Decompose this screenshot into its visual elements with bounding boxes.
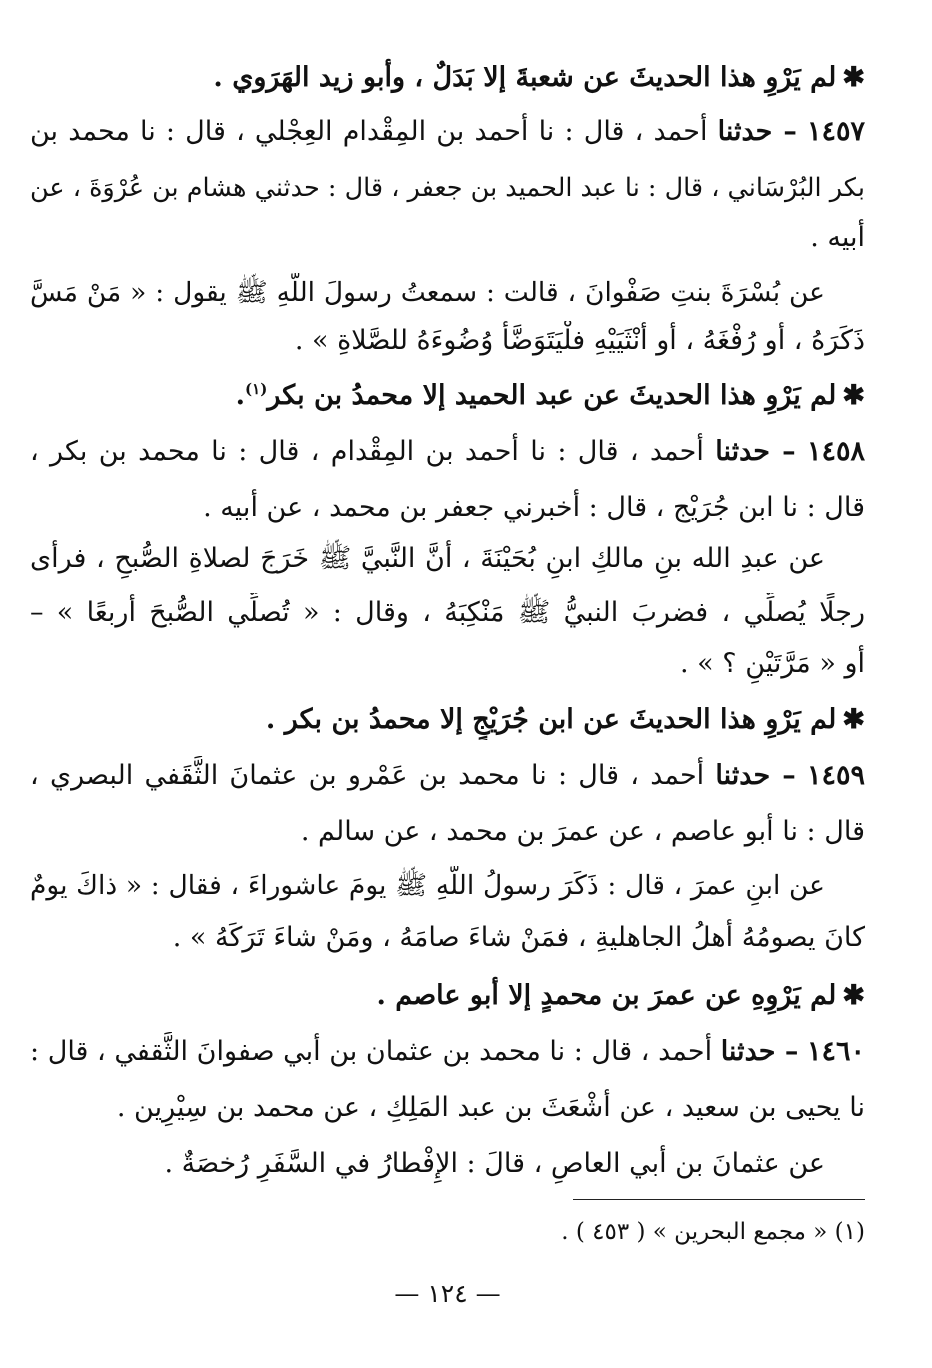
heading-text: لم يَرْوِ هذا الحديثَ عن ابن جُرَيْجٍ إلا محمدُ بن بكر .: [265, 704, 837, 735]
hadith-line: [30, 756, 865, 796]
section-heading: [30, 976, 865, 1016]
hadith-line: [30, 1032, 865, 1072]
text-line: ذَكَرَهُ ، أو رُفْغَهُ ، أو أُنْثَيَيْهِ فلْيَتَوَضَّأْ وُضُوءَهُ للصَّلاةِ » .: [294, 325, 865, 356]
section-heading: [30, 700, 865, 740]
hadith-number: ١٤٥٨: [806, 436, 865, 467]
text-line: قال : نا أبو عاصم ، عن عمرَ بن محمد ، عن سالم .: [300, 816, 865, 847]
text-line: بكر البُرْسَاني ، قال : نا عبد الحميد بن جعفر ، قال : حدثني هشام بن عُرْوَةَ ، عن: [30, 173, 865, 203]
asterisk-icon: ✱: [842, 980, 865, 1011]
section-heading: [30, 58, 865, 98]
text-line: عن عثمانَ بن أبي العاصِ ، قالَ : الإِفْطارُ في السَّفَرِ رُخصَةٌ .: [164, 1148, 825, 1179]
hadith-lead: – حدثنا: [715, 760, 796, 791]
text-line: كانَ يصومُهُ أهلُ الجاهليةِ ، فمَنْ شاءَ صامَهُ ، ومَنْ شاءَ تَرَكَهُ » .: [172, 922, 865, 953]
book-page: [30, 58, 865, 1348]
hadith-text: أحمد ، قال : نا أحمد بن المِقْدام العِجْلي ، قال : نا محمد بن: [30, 116, 708, 147]
section-heading: [30, 376, 865, 416]
text-line: أبيه .: [810, 222, 865, 253]
footnote-marker: (١): [245, 380, 268, 398]
hadith-text: أحمد ، قال : نا محمد بن عَمْرو بن عثمانَ الثَّقَفي البصري ،: [30, 760, 705, 791]
hadith-number: ١٤٥٩: [806, 760, 865, 791]
hadith-line: [30, 432, 865, 472]
hadith-lead: – حدثنا: [715, 436, 796, 467]
heading-tail: .: [235, 380, 246, 411]
asterisk-icon: ✱: [842, 704, 865, 735]
heading-text: لم يَرْوِهِ عن عمرَ بن محمدٍ إلا أبو عاصم .: [376, 980, 837, 1011]
text-line: نا يحيى بن سعيد ، عن أَشْعَثَ بن عبد المَلِكِ ، عن محمد بن سِيْرِين .: [116, 1092, 865, 1123]
hadith-number: ١٤٥٧: [806, 116, 865, 147]
hadith-line: [30, 112, 865, 152]
heading-text: لم يَرْوِ هذا الحديثَ عن عبد الحميد إلا محمدُ بن بكر: [267, 380, 837, 411]
text-line: أو « مَرَّتَيْنِ ؟ » .: [680, 648, 865, 679]
text-line: عن بُسْرَةَ بنتِ صَفْوانَ ، قالت : سمعتُ رسولَ اللَّهِ ﷺ يقول : « مَنْ مَسَّ: [30, 277, 825, 308]
footnote: (١) « مجمع البحرين » ( ٤٥٣ ) .: [561, 1219, 865, 1245]
asterisk-icon: ✱: [842, 62, 865, 93]
page-number: — ١٢٤ —: [394, 1279, 501, 1308]
text-line: عن ابنِ عمرَ ، قال : ذَكَرَ رسولُ اللَّهِ ﷺ يومَ عاشوراءَ ، فقال : « ذاكَ يومٌ: [30, 870, 825, 901]
hadith-lead: – حدثنا: [717, 116, 797, 147]
text-line: قال : نا ابن جُرَيْج ، قال : أخبرني جعفر بن محمد ، عن أبيه .: [203, 492, 865, 523]
text-line: رجلًا يُصلِّي ، فضربَ النبيُّ ﷺ مَنْكِبَهُ ، وقال : « تُصلِّي الصُّبحَ أربعًا » –: [30, 597, 865, 628]
hadith-text: أحمد ، قال : نا أحمد بن المِقْدام ، قال : نا محمد بن بكر ،: [30, 436, 704, 467]
footnote-divider: [573, 1199, 865, 1200]
hadith-text: أحمد ، قال : نا محمد بن عثمان بن أبي صفوانَ الثَّقفي ، قال :: [30, 1036, 713, 1067]
hadith-lead: – حدثنا: [720, 1036, 799, 1067]
asterisk-icon: ✱: [842, 380, 865, 411]
hadith-number: ١٤٦٠: [806, 1036, 865, 1067]
text-line: عن عبدِ الله بنِ مالكِ ابنِ بُحَيْنَةَ ، أنَّ النَّبيَّ ﷺ خَرَجَ لصلاةِ الصُّبحِ ، فرأى: [30, 543, 825, 574]
heading-text: لم يَرْوِ هذا الحديثَ عن شعبةَ إلا بَدَلٌ ، وأبو زيد الهَرَوي .: [213, 62, 837, 93]
